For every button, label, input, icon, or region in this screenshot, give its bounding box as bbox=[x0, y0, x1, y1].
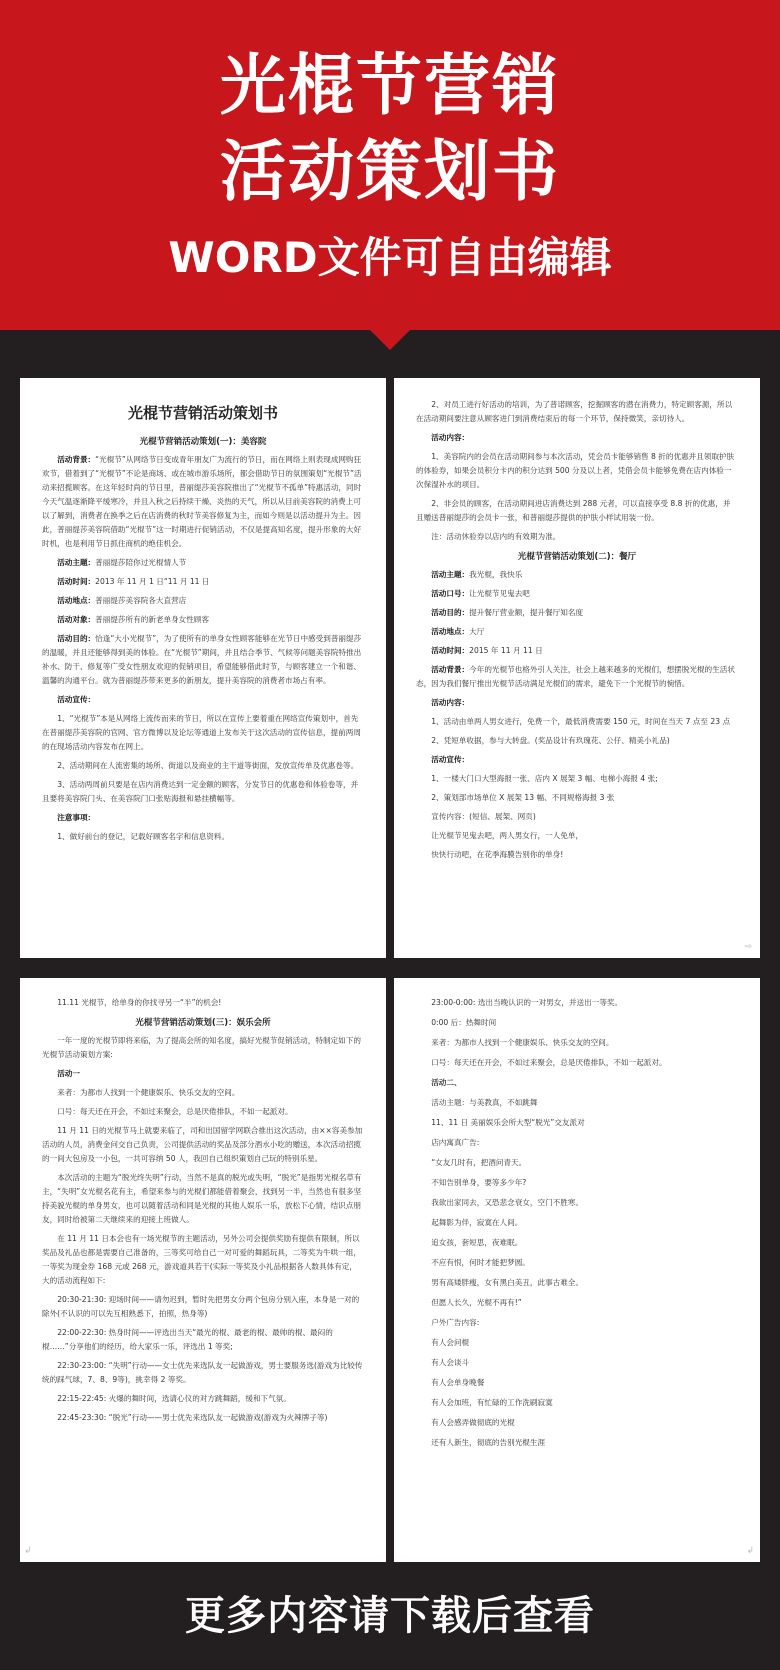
poem-line: 我欲出家同去，又恐悲念衰女，空门不胜寒。 bbox=[431, 1198, 584, 1207]
promotion-item: 2、策划部市场单位 X 展架 13 幅、不同规格海报 3 张 bbox=[431, 793, 615, 802]
page-corner-mark-icon: ↲ bbox=[746, 1546, 754, 1556]
field-time: 活动时间：2015 年 11 月 11 日 bbox=[431, 646, 543, 655]
promotion-item: 2、活动期间在人流密集的场所、街道以及商业的主干道等街面，发放宣传单及优惠卷等。 bbox=[57, 761, 359, 770]
label-promotion: 活动宣传： bbox=[431, 755, 470, 764]
paragraph: 在 11 月 11 日本会也有一场光棍节的主题活动，另外公司会提供奖励有提供有限制，所以奖品及礼品也都是需要自己准备的，三等奖可给自己一对可爱的舞蹈玩具，二等奖为牛哄一组，一等奖为现金券 168 元或 268 元，游戏道具若干(实际一等奖及小礼品根据各人数具体有定，大的活动流程如下: bbox=[42, 1234, 361, 1285]
page-corner-mark-icon: ↲ bbox=[24, 1546, 32, 1556]
paragraph: 口号：每天还在开会，不如过来聚会，总是厌倦排队，不如一起派对。 bbox=[57, 1107, 293, 1116]
poem-line: 不应有恨，何时才能把梦圆。 bbox=[431, 1258, 530, 1267]
label-notes: 注意事项： bbox=[57, 813, 96, 822]
hero-banner bbox=[0, 0, 780, 330]
hero-arrow-icon bbox=[368, 328, 412, 350]
poem-line: 但愿人长久，光棍不再有!” bbox=[431, 1298, 522, 1307]
paragraph: 2、对员工进行好活动的培训，为了普诺顾客，挖掘顾客的潜在消费力，特定顾客源，所以在活动期间要注意从顾客进门到消费结束后的每一个环节，保持微笑，亲切待人。 bbox=[416, 400, 733, 423]
paragraph-goal: 活动目的：恰逢“大小光棍节”，为了使所有的单身女性顾客能够在光节日中感受到普丽缇莎的温暖，并且还能够得到美的体验。在“光棍节”期间，并且结合季节、气候等问题美容院特推出补水、防干、修复等广受女性朋友欢迎的促销项目，希望能够借此时节，与顾客建立一个和谐、温馨的沟通平台。就为普丽缇莎带来更多的新朋友，提升美容院的消费者市场占有率。 bbox=[42, 634, 362, 685]
section-heading: 光棍节营销活动策划(三)：娱乐会所 bbox=[135, 1018, 271, 1028]
paragraph: 活动主题：与美教真，不如跳舞 bbox=[431, 1098, 538, 1107]
paragraph: 来者：为都市人找到一个健康娱乐、快乐交友的空间。 bbox=[431, 1038, 614, 1047]
paragraph-background: 活动背景：“光棍节”从网络节日变成青年朋友广为流行的节日，而在网络上则表现成网购狂欢节，借着到了“光棍节”不论是商场、或在城市游乐场所，都会借助节日的氛围策划“光棍节”活动来招揽顾客。在这年轻时尚的节日里，普丽缇莎美容院推出了“光棍节不孤单”特惠活动，同时今天气温逐渐降平缓寒冷，并且入秋之后持续干燥、炎热的天气，所以从目前美容院的消费上可以了解到，消费者在换季之后在店消费的秋时节美容修复为主，而如今则是以活动提升为主。因此，普丽缇莎美容院借助“光棍节”这一时期进行促销活动，不仅是提高知名度，提升形象的大好时机，也是利用节日抓住商机的绝佳机会。 bbox=[42, 455, 362, 548]
schedule-item: 23:00-0:00: 选出当晚认识的一对男女，并送出一等奖。 bbox=[431, 998, 623, 1007]
label-activity: 活动一 bbox=[57, 1069, 80, 1078]
poem-line: 男有高矮胖瘦，女有黑白美丑，此事古难全。 bbox=[431, 1278, 584, 1287]
footer-text: 更多内容请下载后查看 bbox=[185, 1593, 595, 1639]
field-theme: 活动主题：普丽缇莎陪你过光棍情人节 bbox=[57, 558, 187, 567]
ad-line: 还有人新生，彻底的告别光棍生涯 bbox=[431, 1438, 546, 1447]
paragraph: 户外广告内容: bbox=[431, 1318, 480, 1327]
ad-line: 有人会加班，有忙碌的工作洗刷寂寞 bbox=[431, 1398, 553, 1407]
section-heading: 光棍节营销活动策划(一)：美容院 bbox=[139, 437, 267, 447]
document-title: 光棍节营销活动策划书 bbox=[127, 404, 278, 422]
ad-line: 有人会感弄做彻底的光棍 bbox=[431, 1418, 515, 1427]
field-time: 活动时间：2013 年 11 月 1 日“11 月 11 日 bbox=[57, 577, 210, 586]
document-page-2 bbox=[394, 378, 760, 958]
promotion-item: 1、“光棍节”本是从网络上流传而来的节日，所以在宣传上要着重在网络宣传策划中，首先在普丽缇莎美容院的官网、官方微博以及论坛等通道上发布关于这次活动的宣传信息，提前两周的在现场活动内容发布在网上。 bbox=[42, 714, 361, 751]
promotion-item: 让光棍节见鬼去吧，两人男女行，一人免单， bbox=[431, 831, 584, 840]
document-page-1 bbox=[20, 378, 386, 958]
hero-subtitle: WORD文件可自由编辑 bbox=[168, 233, 612, 282]
content-item: 1、美容院内的会员在活动期间参与本次活动，凭会员卡能够销售 8 折的优惠并且领取护肤的体验券，如果会员积分卡内的积分达到 500 分及以上者，凭借会员卡能够免费在店内体验一次保湿补水的项目。 bbox=[416, 452, 735, 489]
promotion-item: 1、一楼大门口大型海报一张、店内 X 展架 3 幅、电梯小海报 4 张; bbox=[431, 774, 658, 783]
schedule-item: 22:30-23:00: “失明”行动——女士优先来选队友一起做游戏，男士要服务选(游戏为比较传统的踩气球，7、8、9等)，挑幸得 2 等奖。 bbox=[42, 1361, 363, 1384]
paragraph: 店内寓真广告: bbox=[431, 1138, 480, 1147]
content-item: 1、活动由单两人男女进行，免费一个，最低消费需要 150 元，时间在当天 7 点至 23 点 bbox=[431, 717, 731, 726]
paragraph: 本次活动的主题为“脱光终失明”行动，当然不是真的脱光或失明，“脱光”是指男光棍名草有主，“失明”女光棍名花有主，希望来参与的光棍们都能借着聚会，找到另一半，当然也有很多坚持美貌光棍的单身男女，也可以随着活动和同是光棍的其他人娱乐一乐，放松下心情，结识点朋友，同时给被第二天继续来的迎接上班做人。 bbox=[42, 1173, 362, 1224]
ad-line: 有人会谈斗 bbox=[431, 1358, 470, 1367]
content-item: 2、凭短单收据，参与大转盘。(奖品设计有玖瑰花、公仔、精美小礼品) bbox=[431, 736, 670, 745]
section-heading: 光棍节营销活动策划(二)：餐厅 bbox=[517, 552, 637, 562]
ad-line: 有人会问棍 bbox=[431, 1338, 470, 1347]
label-content: 活动内容： bbox=[431, 433, 470, 442]
schedule-item: 0:00 后：热舞时间 bbox=[431, 1018, 497, 1027]
schedule-item: 22:45-23:30: “脱光”行动——男士优先来选队友一起做游戏(游戏为火辣牌子等) bbox=[57, 1413, 328, 1422]
intro-line: 11.11 光棍节，给单身的你找寻另一“半”的机会! bbox=[57, 998, 222, 1007]
hero-title-line1: 光棍节营销 bbox=[220, 47, 560, 124]
ad-line: 有人会单身晚餐 bbox=[431, 1378, 485, 1387]
label-content: 活动内容： bbox=[431, 698, 470, 707]
paragraph: 口号：每天还在开会，不如过来聚会，总是厌倦排队，不如一起派对。 bbox=[431, 1058, 667, 1067]
paragraph-background: 活动背景：今年的光棍节也格外引人关注，社会上越来越多的光棍们，想摆脱光棍的生活状态，因为我们餐厅推出光棍节活动满足光棍们的需求，避免下一个光棍节的惋惜。 bbox=[416, 665, 735, 688]
poem-line: 起舞影为伴，寂寞在人间。 bbox=[431, 1218, 523, 1227]
field-target: 活动对象：普丽缇莎所有的新老单身女性顾客 bbox=[57, 615, 210, 624]
poem-line: 不知告别单身，要等多少年? bbox=[431, 1178, 527, 1187]
label-promotion: 活动宣传： bbox=[57, 695, 96, 704]
paragraph: 来者：为都市人找到一个健康娱乐、快乐交友的空间。 bbox=[57, 1088, 240, 1097]
field-slogan: 活动口号：让光棍节见鬼去吧 bbox=[431, 589, 530, 598]
schedule-item: 22:15-22:45: 火爆的舞时间，选请心仪的对方跳舞蹈，缓和下气氛。 bbox=[57, 1394, 291, 1403]
content-note: 注：活动休验券以店内的有效期为准。 bbox=[431, 532, 561, 541]
schedule-item: 20:30-21:30: 迎场时间——请勿迟到，暂时先把男女分两个包房分别入座，本身是一对的除外(不认识的可以先互相熟悉下，拍照，热身等) bbox=[42, 1295, 360, 1318]
poem-line: 追女孩，套短思，夜难眠。 bbox=[431, 1238, 523, 1247]
schedule-item: 22:00-22:30: 热身时间——评选出当天“最光的棍、最老的棍、最帅的棍、最闷的棍……”分享他们的经历，给大家乐一乐，评选出 1 等奖; bbox=[42, 1328, 333, 1351]
label-activity: 活动二、 bbox=[431, 1078, 462, 1087]
document-page-3 bbox=[20, 978, 386, 1562]
page-corner-arrow-icon: ⇨ bbox=[744, 942, 752, 952]
content-item: 2、非会员的顾客，在活动期间进店消费达到 288 元者，可以直接享受 8.8 折的优惠，并且赠送普丽缇莎的会员卡一张，和普丽缇莎提供的护肤小样试用装一份。 bbox=[416, 499, 731, 522]
paragraph: 11、11 日 美丽娱乐会所大型“脱光”交友派对 bbox=[431, 1118, 585, 1127]
poem-line: “女友几时有，把酒问青天。 bbox=[431, 1158, 527, 1167]
footer-banner bbox=[0, 1562, 780, 1670]
field-place: 活动地点：大厅 bbox=[431, 627, 485, 636]
paragraph: 一年一度的光棍节即将来临，为了提高会所的知名度，搞好光棍节促销活动，特制定如下的光棍节活动策划方案: bbox=[42, 1036, 361, 1059]
promotion-item: 宣传内容：(短信、展架、网页) bbox=[431, 812, 536, 821]
hero-title-line2: 活动策划书 bbox=[220, 133, 560, 210]
paragraph: 11 月 11 日的光棍节马上就要来临了，司和出国留学网联合推出这次活动，由××容美参加活动的人员，消费金问交自己负责，公司提供活动的奖品及部分酒水小吃的赠送，本次活动招揽的一间大包房及一小包，一共可容纳 50 人，我回自己组织策划自己玩的特别乐星。 bbox=[42, 1126, 363, 1163]
field-goal: 活动目的：提升餐厅营业额，提升餐厅知名度 bbox=[431, 608, 584, 617]
promotion-item: 快快行动吧，在花季海膜告别你的单身! bbox=[431, 850, 564, 859]
field-place: 活动地点：普丽缇莎美容院各大直营店 bbox=[57, 596, 187, 605]
document-page-4 bbox=[394, 978, 760, 1562]
promotion-item: 3、活动两周前只要是在店内消费达到一定金额的顾客，分发节日的优惠卷和体验卷等，并且要将美容院门头、在美容院门口张贴海报和悬挂横幅等。 bbox=[42, 780, 359, 803]
field-theme: 活动主题：我光棍，我快乐 bbox=[431, 570, 523, 579]
note-item: 1、做好前台的登记，记载好顾客名字和信息资料。 bbox=[57, 832, 230, 841]
